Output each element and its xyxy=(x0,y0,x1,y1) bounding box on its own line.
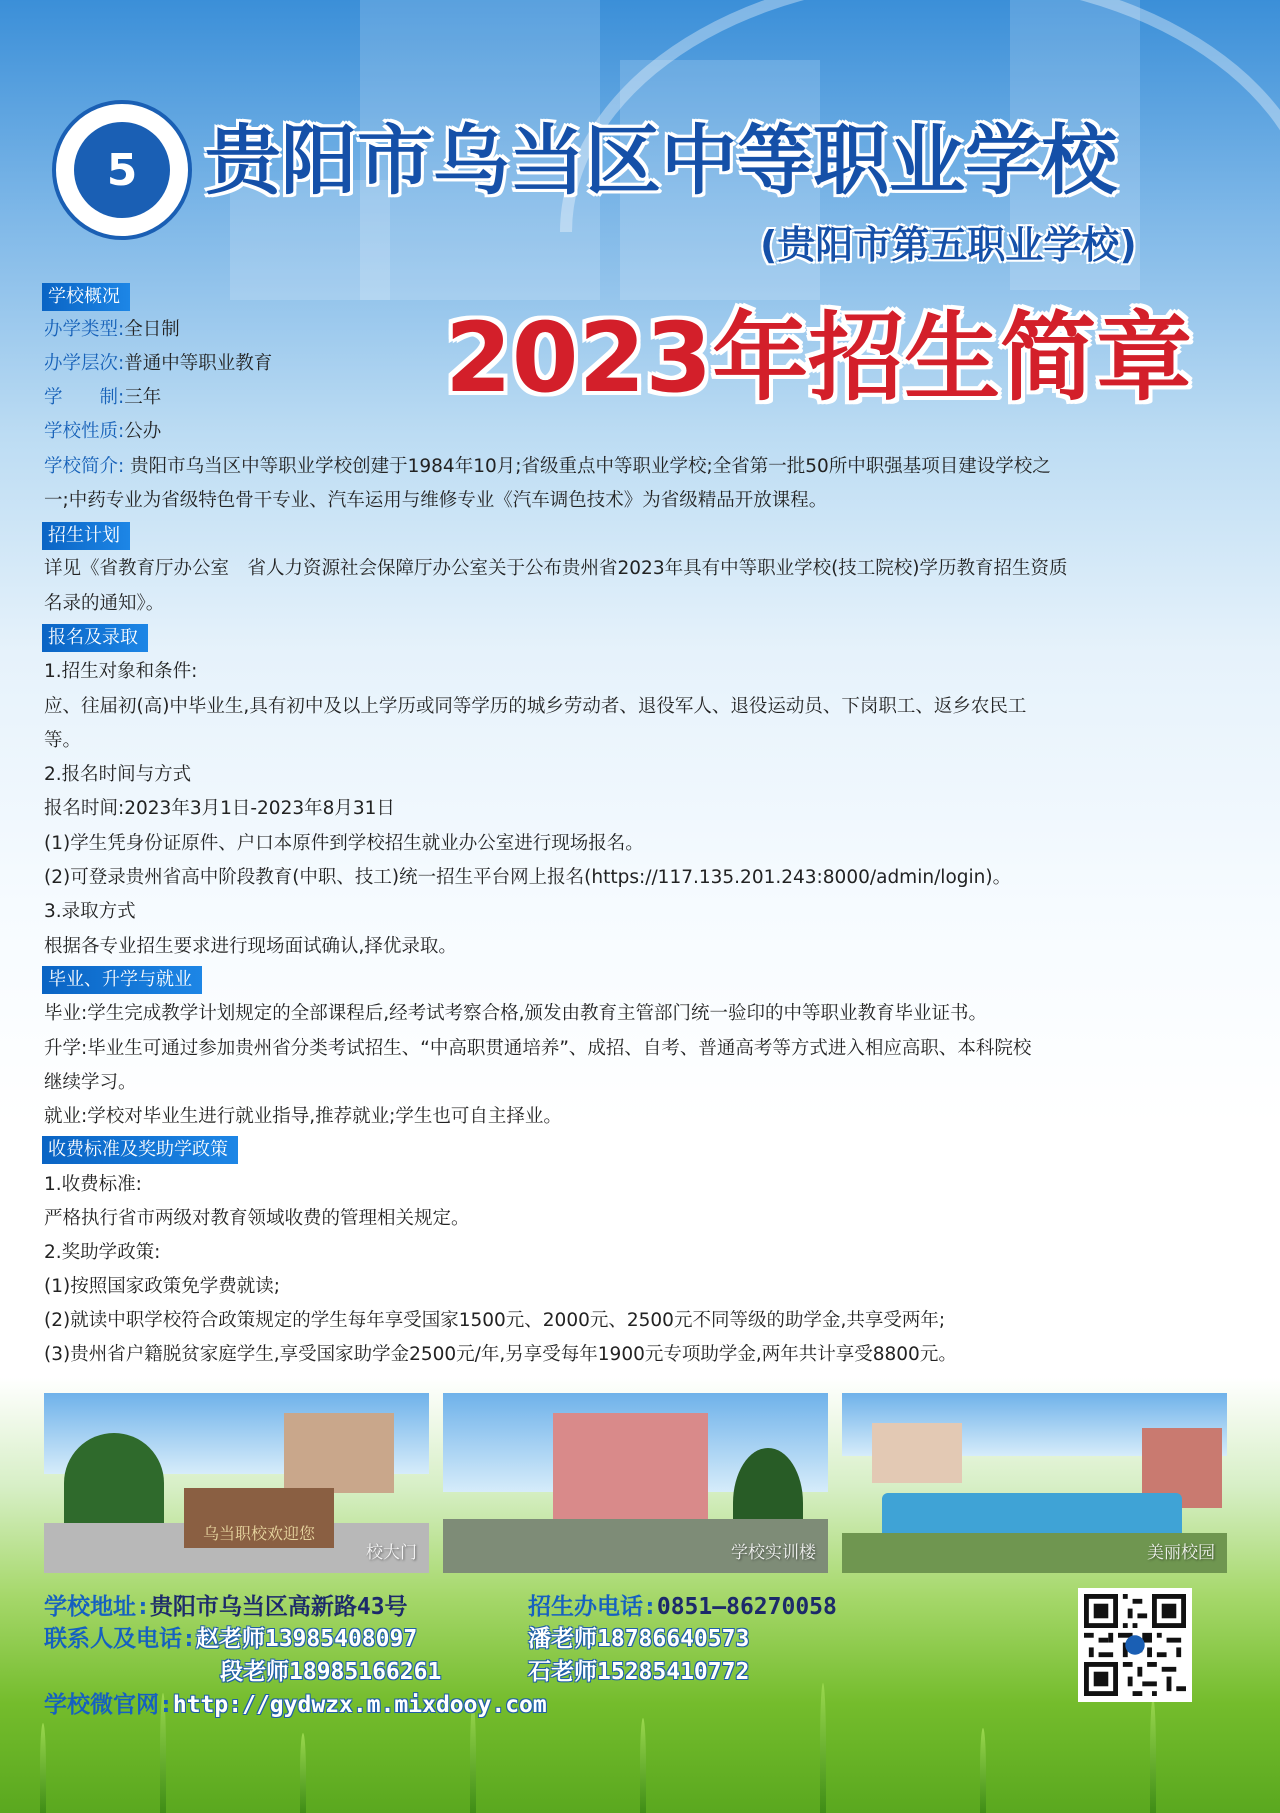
photo-caption: 美丽校园 xyxy=(1147,1543,1215,1563)
photo-caption: 校大门 xyxy=(366,1543,417,1563)
overview-nature xyxy=(44,417,1239,447)
phone-label: 招生办电话: xyxy=(528,1594,657,1620)
plan-line2: 名录的通知》。 xyxy=(44,593,165,614)
further-study-line2: 继续学习。 xyxy=(44,1072,137,1093)
overview-duration-value: 三年 xyxy=(124,387,162,408)
person1: 赵老师13985408097 xyxy=(195,1626,418,1652)
admission-item1-title: 1.招生对象和条件: xyxy=(44,661,198,682)
fees-policy2: (2)就读中职学校符合政策规定的学生每年享受国家1500元、2000元、2500元不同等级的助学金,共享受两年; xyxy=(44,1310,946,1331)
address-value: 贵阳市乌当区高新路43号 xyxy=(149,1594,408,1620)
photo-training-building xyxy=(443,1393,828,1573)
school-alt-name: (贵阳市第五职业学校) xyxy=(760,223,1137,267)
contact-person3 xyxy=(220,1653,441,1686)
fees-item1-title: 1.收费标准: xyxy=(44,1174,142,1195)
fees-policy3: (3)贵州省户籍脱贫家庭学生,享受国家助学金2500元/年,另享受每年1900元专项助学金,两年共计享受8800元。 xyxy=(44,1344,957,1365)
section-heading-admission: 报名及录取 xyxy=(42,624,148,652)
web-label: 学校微官网: xyxy=(44,1692,173,1718)
plan-line1: 详见《省教育厅办公室 省人力资源社会保障厅办公室关于公布贵州省2023年具有中等职业学校(技工院校)学历教育招生资质 xyxy=(44,558,1068,579)
fees-item1-line: 严格执行省市两级对教育领域收费的管理相关规定。 xyxy=(44,1208,470,1229)
admission-item3-title: 3.录取方式 xyxy=(44,901,136,922)
overview-level-label: 办学层次: xyxy=(44,353,125,374)
admission-item1-line2: 等。 xyxy=(44,730,82,751)
overview-type-label: 办学类型: xyxy=(44,319,125,340)
contact-website xyxy=(44,1686,547,1719)
photo-campus xyxy=(842,1393,1227,1573)
employment-line: 就业:学校对毕业生进行就业指导,推荐就业;学生也可自主择业。 xyxy=(44,1106,562,1127)
overview-intro-line1 xyxy=(44,452,1239,482)
qr-code[interactable] xyxy=(1078,1588,1192,1702)
overview-type-value: 全日制 xyxy=(124,319,180,340)
overview-level xyxy=(44,349,1239,379)
section-heading-graduation: 毕业、升学与就业 xyxy=(42,966,202,994)
person-label: 联系人及电话: xyxy=(44,1626,196,1652)
section-heading-overview: 学校概况 xyxy=(42,283,130,311)
gate-sign: 乌当职校欢迎您 xyxy=(184,1488,334,1548)
fees-item2-title: 2.奖助学政策: xyxy=(44,1242,161,1263)
overview-level-value: 普通中等职业教育 xyxy=(124,353,273,374)
phone-value: 0851—86270058 xyxy=(656,1594,837,1620)
qr-code-icon xyxy=(1084,1594,1186,1696)
overview-intro-text1: 贵阳市乌当区中等职业学校创建于1984年10月;省级重点中等职业学校;全省第一批50所中职强基项目建设学校之 xyxy=(130,456,1051,477)
graduation-line: 毕业:学生完成教学计划规定的全部课程后,经考试考察合格,颁发由教育主管部门统一验印的中等职业教育毕业证书。 xyxy=(44,1003,987,1024)
logo-emblem-icon: 5 xyxy=(74,122,170,218)
admission-item3-line: 根据各专业招生要求进行现场面试确认,择优录取。 xyxy=(44,936,457,957)
overview-intro-label: 学校简介: xyxy=(44,456,125,477)
contact-person4 xyxy=(528,1653,749,1686)
admission-item2-time: 报名时间:2023年3月1日-2023年8月31日 xyxy=(44,798,395,819)
school-logo xyxy=(52,100,192,240)
photo-caption: 学校实训楼 xyxy=(731,1543,816,1563)
contact-address xyxy=(44,1588,408,1621)
admission-item2-title: 2.报名时间与方式 xyxy=(44,764,192,785)
person4: 石老师15285410772 xyxy=(528,1659,750,1685)
section-heading-plan: 招生计划 xyxy=(42,522,130,550)
building-shape xyxy=(284,1413,394,1493)
fees-policy1: (1)按照国家政策免学费就读; xyxy=(44,1276,280,1297)
photo-school-gate xyxy=(44,1393,429,1573)
admission-item2-way1: (1)学生凭身份证原件、户口本原件到学校招生就业办公室进行现场报名。 xyxy=(44,833,644,854)
contact-phone xyxy=(528,1588,837,1621)
brochure-title: 2023年招生简章 xyxy=(445,302,1193,414)
contact-person-row1 xyxy=(44,1620,417,1653)
building-shape xyxy=(872,1423,962,1483)
overview-intro-line2: 一;中药专业为省级特色骨干专业、汽车运用与维修专业《汽车调色技术》为省级精品开放课程。 xyxy=(44,490,828,511)
overview-nature-label: 学校性质: xyxy=(44,421,125,442)
web-value[interactable]: http://gydwzx.m.mixdooy.com xyxy=(172,1692,547,1718)
further-study-line1: 升学:毕业生可通过参加贵州省分类考试招生、“中高职贯通培养”、成招、自考、普通高考等方式进入相应高职、本科院校 xyxy=(44,1038,1032,1059)
overview-type xyxy=(44,315,1239,345)
overview-nature-value: 公办 xyxy=(124,421,162,442)
section-heading-fees: 收费标准及奖助学政策 xyxy=(42,1136,238,1164)
person3: 段老师18985166261 xyxy=(220,1659,442,1685)
contact-person2 xyxy=(528,1620,749,1653)
tree-shape xyxy=(64,1433,164,1533)
address-label: 学校地址: xyxy=(44,1594,150,1620)
school-name: 贵阳市乌当区中等职业学校 xyxy=(205,116,1117,205)
admission-item2-way2: (2)可登录贵州省高中阶段教育(中职、技工)统一招生平台网上报名(https://117.135.201.243:8000/admin/login)。 xyxy=(44,867,1012,888)
overview-duration-label: 学 制: xyxy=(44,387,125,408)
overview-duration xyxy=(44,383,1239,413)
person2: 潘老师18786640573 xyxy=(528,1626,750,1652)
admission-item1-line1: 应、往届初(高)中毕业生,具有初中及以上学历或同等学历的城乡劳动者、退役军人、退役运动员、下岗职工、返乡农民工 xyxy=(44,696,1027,717)
